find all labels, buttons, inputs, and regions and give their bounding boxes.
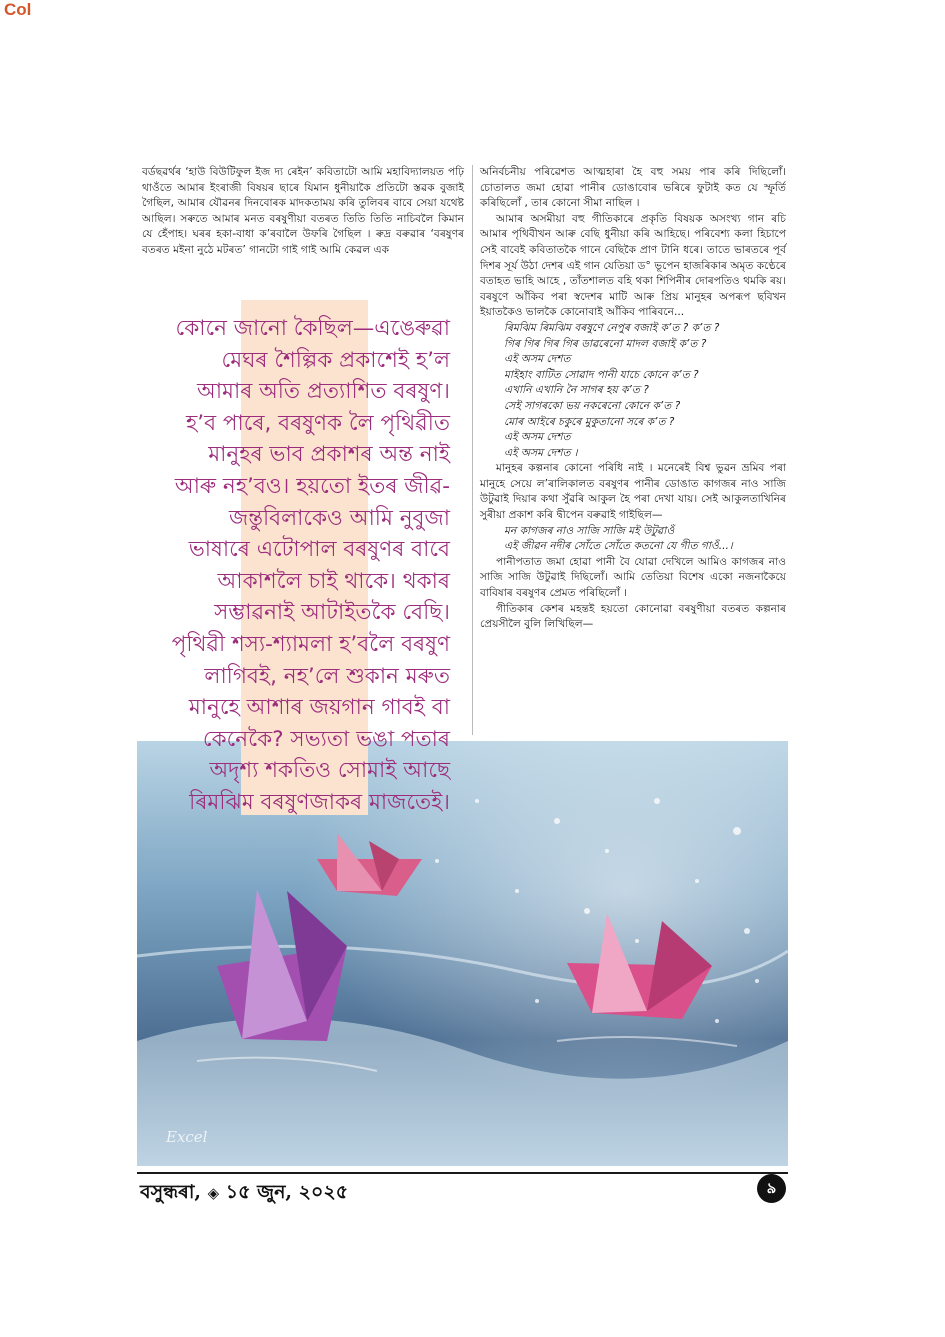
lyric-line: মাইহাং বাটিত সোৱাদ পানী যাচে কোনে ক’ত ? bbox=[504, 368, 699, 381]
pull-quote-line: পৃথিৱী শস্য-শ্যামলা হ’বলৈ বৰষুণ bbox=[171, 631, 450, 657]
column-divider bbox=[472, 165, 473, 735]
diamond-icon: ◈ bbox=[207, 1184, 220, 1202]
lyric-line: মোৰ আইৰে চকুৰে মুকুতানো সৰে ক’ত ? bbox=[504, 415, 675, 428]
pull-quote-line: হ’ব পাৰে, বৰষুণক লৈ পৃথিৱীত bbox=[185, 410, 450, 436]
pull-quote-line: আমাৰ অতি প্ৰত্যাশিত বৰষুণ। bbox=[196, 379, 450, 405]
pull-quote-line: মানুহৰ ভাব প্ৰকাশৰ অন্ত নাই bbox=[208, 442, 450, 468]
publication-name: বসুন্ধৰা, bbox=[140, 1181, 201, 1203]
pull-quote bbox=[138, 313, 450, 819]
footer-rule bbox=[137, 1172, 788, 1174]
pull-quote-line: আকাশলৈ চাই থাকে। থকাৰ bbox=[217, 568, 450, 594]
lyric-line: মন কাগজৰ নাও সাজি সাজি মই উটুৱাওঁ bbox=[504, 524, 675, 537]
body-paragraph: মানুহৰ কল্পনাৰ কোনো পৰিধি নাই । মনেৰেই বিশ্ব ভুৱন ভ্ৰমিব পৰা মানুহে সেয়ে ল’ৰালিকালত বৰষুণৰ পানীৰ ডোঙাত কাগজৰ নাও সাজি উটুৱাই দিয়াৰ কথা সুঁৱৰি আকুল হৈ পৰা দেখা যায়। সেই আকুলতাখিনিৰ সুৰীয়া প্ৰকাশ কৰি দ্বীপেন বৰুৱাই গাইছিল— bbox=[480, 462, 786, 522]
lyric-line: এই অসম দেশত bbox=[504, 353, 571, 366]
body-paragraph: অনিৰ্বচনীয় পৰিৱেশত আত্মহাৰা হৈ বহু সময় পাৰ কৰি দিছিলোঁ। চোতালত জমা হোৱা পানীৰ ডোঙাবোৰ ভৰিৰে ফুটাই কত যে স্ফূৰ্তি কৰিছিলোঁ , তাৰ কোনো সীমা নাছিল । bbox=[480, 166, 786, 210]
body-paragraph: বৰ্ডছৱৰ্থৰ ‘হাউ বিউটিফুল ইজ দ্য ৰেইন’ কবিতাটো আমি মহাবিদ্যালয়ত পঢ়ি থাওঁতে আমাৰ ইংৰাজী বিষয়ৰ ছাৰে যিমান ধুনীয়াকৈ প্ৰতিটো স্তৱক বুজাই গৈছিল, আমাৰ যৌৱনৰ দিনবোৰক মাদকতাময় কৰি তুলিবৰ বাবে সেয়া যথেষ্ট আছিল। সৰুতে আমাৰ মনত বৰষুণীয়া বতৰত তিতি তিতি নাচিবলৈ কিমান যে হেঁপাহ। ঘৰৰ হকা-বাধা ক’ৰবালৈ উফৰি গৈছিল । ৰুদ্ৰ বৰুৱাৰ ‘বৰষুণৰ বতৰত মইনা নুঠে মটৰত’ গানটো গাই গাই আমি কেৱল এক bbox=[142, 166, 464, 256]
lyric-line: গিৰ গিৰ গিৰ গিৰ ডাৱৰেনো মাদল বজাই ক’ত ? bbox=[504, 337, 707, 350]
lyric-line: এই অসম দেশত । bbox=[504, 446, 578, 459]
body-paragraph: গীতিকাৰ কেশৰ মহন্তই হয়তো কোনোৱা বৰষুণীয়া বতৰত কল্পনাৰ প্ৰেয়সীলৈ বুলি লিখিছিল— bbox=[480, 602, 786, 631]
photo-signature: Excel bbox=[166, 1128, 208, 1146]
body-paragraph: আমাৰ অসমীয়া বহু গীতিকাৰে প্ৰকৃতি বিষয়ক অসংখ্য গান ৰচি আমাৰ পৃথিবীখন আৰু বেছি ধুনীয়া কৰি আহিছে। পৰিবেশ্য কলা হিচাপে সেই বাবেই কবিতাতকৈ গানে বেছিকৈ প্ৰাণ টানি ধৰে। তাতে ভাৰতৰে পূৰ্ব দিশৰ সূৰ্য উঠা দেশৰ এই গান যেতিয়া ড° ভূপেন হাজৰিকাৰ অমৃত কণ্ঠেৰে বতাহত ভাহি আহে , তাঁতশালত বহি থকা শিপিনীৰ দোৰপতিও থমকি ৰয়। বৰষুণে আঁকিব পৰা স্বদেশৰ মাটি আৰু প্ৰিয় মানুহৰ অপৰূপ ছবিখন ইয়াতকৈও ভালকৈ কোনোবাই আঁকিব পাৰিবনে... bbox=[480, 212, 786, 319]
body-paragraph: পানীপতাত জমা হোৱা পানী বৈ যোৱা দেখিলে আমিও কাগজৰ নাও সাজি সাজি উটুৱাই দিছিলোঁ। আমি তেতিয়া বিশেষ একো নজনাকৈয়ে বাবিষাৰ বৰষুণৰ প্ৰেমত পৰিছিলোঁ । bbox=[480, 555, 786, 600]
corner-label: Col bbox=[4, 0, 32, 19]
lyric-line: সেই সাগৰকো ভয় নকৰেনো কোনে ক’ত ? bbox=[504, 399, 681, 412]
pull-quote-line: জন্তুবিলাকেও আমি নুবুজা bbox=[228, 505, 450, 531]
lyric-line: এই অসম দেশত bbox=[504, 431, 571, 444]
page-number: ৯ bbox=[757, 1174, 786, 1203]
lyric-line: এই জীৱন নদীৰ সোঁতে সোঁতে কতনো যে গীত গাওঁ...। bbox=[504, 540, 733, 553]
pull-quote-line: লাগিবই, নহ’লে শুকান মৰুত bbox=[204, 663, 450, 689]
left-column-text bbox=[142, 165, 464, 259]
song-lyrics-2 bbox=[480, 524, 786, 555]
lyric-line: ৰিমঝিম ৰিমঝিম বৰষুণে নেপুৰ বজাই ক’ত ? ক’ত ? bbox=[504, 321, 720, 334]
pull-quote-line: ৰিমঝিম বৰষুণজাকৰ মাজতেই। bbox=[189, 789, 450, 815]
pull-quote-line: আৰু নহ’বও। হয়তো ইতৰ জীৱ- bbox=[174, 473, 450, 499]
pull-quote-line: কেনেকৈ? সভ্যতা ভঙা পতাৰ bbox=[202, 726, 450, 752]
footer-publication bbox=[140, 1178, 348, 1210]
pull-quote-line: অদৃশ্য শকতিও সোমাই আছে bbox=[209, 758, 450, 784]
pull-quote-line: মানুহে আশাৰ জয়গান গাবই বা bbox=[188, 695, 450, 721]
song-lyrics-1 bbox=[480, 321, 786, 461]
pull-quote-line: ভাষাৰে এটোপাল বৰষুণৰ বাবে bbox=[188, 537, 450, 563]
right-column-text bbox=[480, 165, 786, 633]
lyric-line: এখানি এখানি নৈ সাগৰ হয় ক’ত ? bbox=[504, 384, 649, 397]
pull-quote-line: মেঘৰ শৈল্পিক প্ৰকাশেই হ’ল bbox=[221, 347, 450, 373]
issue-date: ১৫ জুন, ২০২৫ bbox=[225, 1181, 349, 1203]
pull-quote-line: সম্ভাৱনাই আটাইতকৈ বেছি। bbox=[214, 600, 450, 626]
pull-quote-line: কোনে জানো কৈছিল—এঙেৰুৱা bbox=[175, 316, 450, 341]
